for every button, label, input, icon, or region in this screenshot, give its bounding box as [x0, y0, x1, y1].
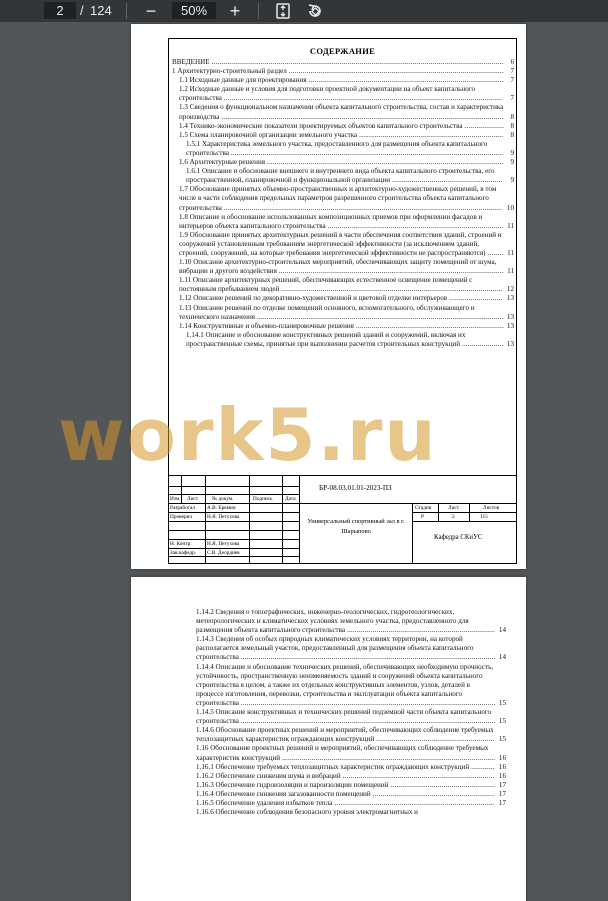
toc-entry-title: 1.14.1 Описание и обоснование конструктивных решений зданий и сооружений, включая их пространственные схемы, принятые при выполнении расчетов строительных конструкций: [186, 330, 466, 348]
stamp-sheet-value: 2: [452, 514, 455, 520]
toc-leader-dots: .............................................................................................................................................: [221, 203, 503, 212]
toc-leader-dots: ....................: [462, 121, 504, 130]
toc-leader-dots: ........................................................: [390, 176, 503, 185]
toc-leader-dots: .............................................................................................................................................: [221, 94, 503, 103]
toc-entry[interactable]: [196, 608, 506, 635]
toc-page-number: 15: [498, 735, 506, 744]
table-of-contents: [172, 58, 514, 349]
toc-leader-dots: ..................................................................................................................: [276, 267, 504, 276]
stamp-role-developer: Разработал: [170, 505, 196, 511]
toc-entry[interactable]: [172, 294, 514, 303]
toc-entry-title: 1.3 Сведения о функциональном назначении объекта капитального строительства, состав и характеристика производства: [179, 103, 504, 121]
stamp-name-head: С.В. Деордиев: [207, 550, 240, 556]
toc-page-number: 7: [510, 67, 514, 76]
toc-page-number: 16: [498, 753, 506, 762]
stamp-col-sign: Подпись: [253, 496, 273, 502]
toc-entry[interactable]: [172, 167, 514, 185]
toc-leader-dots: .............................................................................................................: [286, 67, 504, 76]
watermark: work5.ru: [58, 393, 438, 477]
toc-page-number: 11: [507, 267, 514, 276]
toc-leader-dots: .................................................................................................................................: [238, 698, 496, 707]
toc-entry-title: 1.6.1 Описание и обоснование внешнего и внутреннего вида объекта капитального строительства, его пространственной, планировочной и функциональной организации: [186, 167, 495, 185]
stamp-role-checker: Проверил: [170, 514, 193, 520]
toc-entry-title: 1.12 Описание решений по декоративно-художественной и цветовой отделке интерьеров: [179, 294, 448, 303]
stamp-col-doc: № докум.: [212, 496, 234, 502]
toc-entry[interactable]: [172, 58, 514, 67]
toc-leader-dots: .............................................................................................................................: [255, 312, 504, 321]
toc-entry-title: 1.16.6 Обеспечение соблюдения безопасного уровня электромагнитных и: [196, 808, 418, 817]
toc-entry-title: 1.16.3 Обеспечение гидроизоляции и пароизоляции помещений: [196, 780, 389, 789]
toolbar-divider: [126, 3, 127, 19]
toc-page-number: 6: [510, 58, 514, 66]
toc-leader-dots: ........................................................................................................................: [265, 158, 504, 167]
toc-entry-title: 1.16.4 Обеспечение снижения загазованности помещений: [196, 789, 371, 798]
stamp-sheets-header: Листов: [483, 505, 500, 511]
toc-leader-dots: ...........................: [447, 294, 503, 303]
toc-leader-dots: ...............................................................................................................................................: [219, 112, 504, 121]
toc-leader-dots: .........................................................................................: [325, 221, 504, 230]
page-total: 124: [90, 3, 112, 18]
toc-leader-dots: ...........................................................................: [353, 321, 504, 330]
toc-entry[interactable]: [172, 131, 514, 140]
toc-page-number: 8: [510, 112, 514, 121]
toc-page-number: 11: [507, 221, 514, 230]
toc-entry[interactable]: [172, 185, 514, 212]
toc-leader-dots: ...........................................................................: [345, 626, 495, 635]
toc-leader-dots: ................................................................................................................: [279, 285, 503, 294]
page-content: [196, 608, 521, 901]
toc-entry-title: ВВЕДЕНИЕ: [172, 58, 210, 66]
toc-page-number: 16: [498, 762, 506, 771]
pdf-toolbar: [0, 0, 608, 22]
stamp-col-date: Дата: [285, 496, 296, 502]
toc-page-number: 10: [506, 203, 514, 212]
toc-page-number: 15: [498, 698, 506, 707]
toc-entry-title: 1.10 Описание архитектурно-строительных мероприятий, обеспечивающих защиту помещений от шума, вибрации и другого воздействия: [179, 258, 497, 276]
stamp-role-head: Зав.кафедр.: [170, 550, 197, 556]
toc-entry-title: 1.16 Обоснование проектных решений и мероприятий, обеспечивающих соблюдение требуемых характеристик конструкций: [196, 744, 489, 762]
toc-entry[interactable]: [172, 231, 514, 258]
zoom-out-button[interactable]: −: [145, 0, 157, 21]
toc-leader-dots: .....................: [460, 339, 504, 348]
stamp-col-izm: Изм.: [170, 496, 181, 502]
toc-leader-dots: ............................................................................................................: [280, 753, 496, 762]
toc-entry-title: 1.8 Описание и обоснование использованных композиционных приемов при оформлении фасадов и интерьеров объекта капитального строительства: [179, 212, 483, 230]
stamp-sheets-value: 115: [480, 514, 488, 520]
toc-leader-dots: .........................................................................: [357, 130, 504, 139]
page-separator: /: [80, 3, 84, 18]
toc-entry[interactable]: [196, 790, 506, 799]
toc-leader-dots: .................................................................................................................................: [238, 653, 496, 662]
document-code: БР-08.03.01.01-2023-ПЗ: [319, 484, 392, 492]
toc-leader-dots: ........: [485, 248, 504, 257]
toc-entry-title: 1.14.3 Сведения об особых природных климатических условиях территории, на которой располагается земельный участок, предоставленный для размещения объекта капитального строительства: [196, 635, 474, 662]
toc-entry-title: 1 Архитектурно-строительный раздел: [172, 67, 287, 76]
page-number-input[interactable]: 2: [44, 2, 76, 19]
rotate-icon[interactable]: [306, 2, 324, 20]
stamp-sheet-header: Лист: [448, 505, 460, 511]
toc-entry-title: 1.5.1 Характеристика земельного участка, предоставленного для размещения объекта капитального строительства: [186, 139, 488, 157]
toc-entry-title: 1.14.6 Обоснование проектных решений и мероприятий, обеспечивающих соблюдение требуемых теплозащитных характеристик ограждающих конструкций: [196, 726, 494, 744]
toc-page-number: 17: [498, 789, 506, 798]
toc-entry[interactable]: [196, 635, 506, 662]
toc-entry-title: 1.1 Исходные данные для проектирования: [179, 76, 307, 85]
toc-entry-title: 1.16.1 Обеспечение требуемых теплозащитных характеристик ограждающих конструкций: [196, 762, 470, 771]
toc-entry-title: 1.11 Описание архитектурных решений, обеспечивающих естественное освещение помещений с постоянным пребыванием людей: [179, 276, 473, 294]
toc-entry-title: 1.14 Конструктивные и объемно-планировочные решения: [179, 321, 354, 330]
zoom-in-button[interactable]: +: [229, 0, 241, 21]
toc-page-number: 8: [510, 130, 514, 139]
stamp-name-checker: Н.Я. Петухова: [207, 514, 240, 520]
department-name: Кафедра СКиУС: [434, 534, 483, 541]
stamp-name-developer: А.В. Еремин: [207, 505, 236, 511]
toc-entry-title: 1.16.2 Обеспечение снижения шума и вибраций: [196, 771, 341, 780]
toc-entry[interactable]: [196, 781, 506, 790]
toc-page-number: 8: [510, 121, 514, 130]
toc-page-number: 15: [498, 717, 506, 726]
toc-leader-dots: .............................................................................: [340, 771, 495, 780]
toc-entry[interactable]: [196, 744, 506, 762]
toc-page-number: 7: [510, 76, 514, 85]
toc-leader-dots: .....................................................: [388, 780, 496, 789]
project-name: Универсальный спортивный зал в г. Шарыпово: [307, 518, 405, 535]
toc-entry[interactable]: [172, 276, 514, 294]
title-block: [169, 475, 516, 563]
toc-page-number: 7: [510, 94, 514, 103]
toc-entry[interactable]: [172, 103, 514, 121]
toc-page-number: 13: [506, 339, 514, 348]
toc-entry-title: 1.5 Схема планировочной организации земельного участка: [179, 130, 358, 139]
toc-entry[interactable]: [196, 726, 506, 744]
toc-entry[interactable]: [172, 158, 514, 167]
toc-entry[interactable]: [172, 304, 514, 322]
toc-entry-title: 1.14.2 Сведения о топографических, инженерно-геологических, гидрогеологических, метеорологических и климатических условиях земельного участка, предоставленного для размещения объекта капитального строительства: [196, 608, 469, 635]
stamp-stage-value: Р: [421, 514, 424, 520]
stamp-stage-header: Стадия: [415, 505, 432, 511]
toc-entry[interactable]: [172, 85, 514, 103]
toc-entry[interactable]: [172, 331, 514, 349]
page-title: СОДЕРЖАНИЕ: [309, 46, 376, 56]
toc-entry[interactable]: [172, 322, 514, 331]
stamp-col-list: Лист: [187, 496, 199, 502]
toc-entry[interactable]: [172, 258, 514, 276]
stamp-role-normcontrol: Н. Контр.: [170, 541, 192, 547]
toc-page-number: 11: [507, 248, 514, 257]
toc-page-number: 13: [506, 294, 514, 303]
toc-leader-dots: ..............................................................: [370, 789, 495, 798]
toc-entry-title: 1.4 Технико-экономические показатели проектируемых объектов капитального строительства: [179, 121, 463, 130]
toc-entry-title: 1.13 Описание решений по отделке помещений основного, вспомогательного, обслуживающего и технического назначения: [179, 303, 475, 321]
toc-leader-dots: ....................................................................................................................................................: [209, 58, 504, 66]
toc-entry-title: 1.14.4 Описание и обоснование технических решений, обеспечивающих необходимую прочность, устойчивость, пространственную неизменяемость зданий и сооружений объекта капитального строительства в целом, а также их отдельных конструктивных элементов, узлов, деталей в процессе изготовления, перевозки, строительства и эксплуатации объекта капитального строительства: [196, 662, 494, 707]
toc-page-number: 9: [510, 148, 514, 157]
toc-leader-dots: ..........................................................................................................................................: [228, 148, 504, 157]
pdf-page-2: [131, 577, 526, 901]
toc-entry[interactable]: [172, 213, 514, 231]
toc-page-number: 17: [498, 780, 506, 789]
toc-entry[interactable]: [172, 140, 514, 158]
toc-entry-title: 1.14.5 Описание конструктивных и технических решений подземной части объекта капитального строительства: [196, 708, 492, 726]
toc-entry[interactable]: [196, 808, 506, 817]
toc-leader-dots: .................................................................................................................................: [238, 717, 496, 726]
toc-entry[interactable]: [196, 663, 506, 708]
toc-entry[interactable]: [172, 67, 514, 76]
toc-entry[interactable]: [172, 76, 514, 85]
toolbar-divider: [258, 3, 259, 19]
toc-page-number: 9: [510, 158, 514, 167]
toc-page-number: 13: [506, 321, 514, 330]
toc-entry[interactable]: [172, 122, 514, 131]
toc-entry-title: 1.6 Архитектурные решения: [179, 158, 266, 167]
toc-entry-title: 1.2 Исходные данные и условия для подготовки проектной документации на объект капитального строительства: [179, 85, 476, 103]
toc-page-number: 17: [498, 798, 506, 807]
toc-entry-title: 1.7 Обоснование принятых объемно-пространственных и архитектурно-художественных решений, в том числе в части соблюдения предельных параметров разрешенного строительства объекта капитального строительства: [179, 185, 497, 212]
fit-page-icon[interactable]: [274, 2, 292, 20]
drawing-frame: [168, 38, 517, 564]
zoom-level-input[interactable]: 50%: [172, 2, 216, 19]
toc-entry[interactable]: [196, 799, 506, 808]
toc-leader-dots: ............: [469, 762, 495, 771]
toc-page-number: 14: [498, 653, 506, 662]
toc-entry[interactable]: [196, 772, 506, 781]
toc-entry-title: 1.16.5 Обеспечение удаления избытков тепла: [196, 798, 333, 807]
pdf-page-1: [131, 24, 526, 569]
toc-leader-dots: ...................................................................................................: [306, 76, 504, 85]
toc-page-number: 12: [506, 285, 514, 294]
toc-entry-title: 1.9 Обоснование принятых архитектурных решений в части обеспечения соответствия зданий, строений и сооружений установленным требованиям энергетической эффективности (за исключением зданий, строений, сооружений, на которые требования энергетической эффективности не распространяются): [179, 230, 502, 257]
toc-page-number: 16: [498, 771, 506, 780]
toc-entry[interactable]: [196, 708, 506, 726]
toc-leader-dots: .................................................................................: [332, 798, 495, 807]
stamp-name-normcontrol: Н.Я. Петухова: [207, 541, 240, 547]
toc-page-number: 9: [510, 176, 514, 185]
toc-page-number: 13: [506, 312, 514, 321]
toc-entry[interactable]: [196, 763, 506, 772]
table-of-contents-continued: [196, 608, 506, 817]
toc-leader-dots: ............................................................: [374, 735, 495, 744]
toc-page-number: 14: [498, 626, 506, 635]
